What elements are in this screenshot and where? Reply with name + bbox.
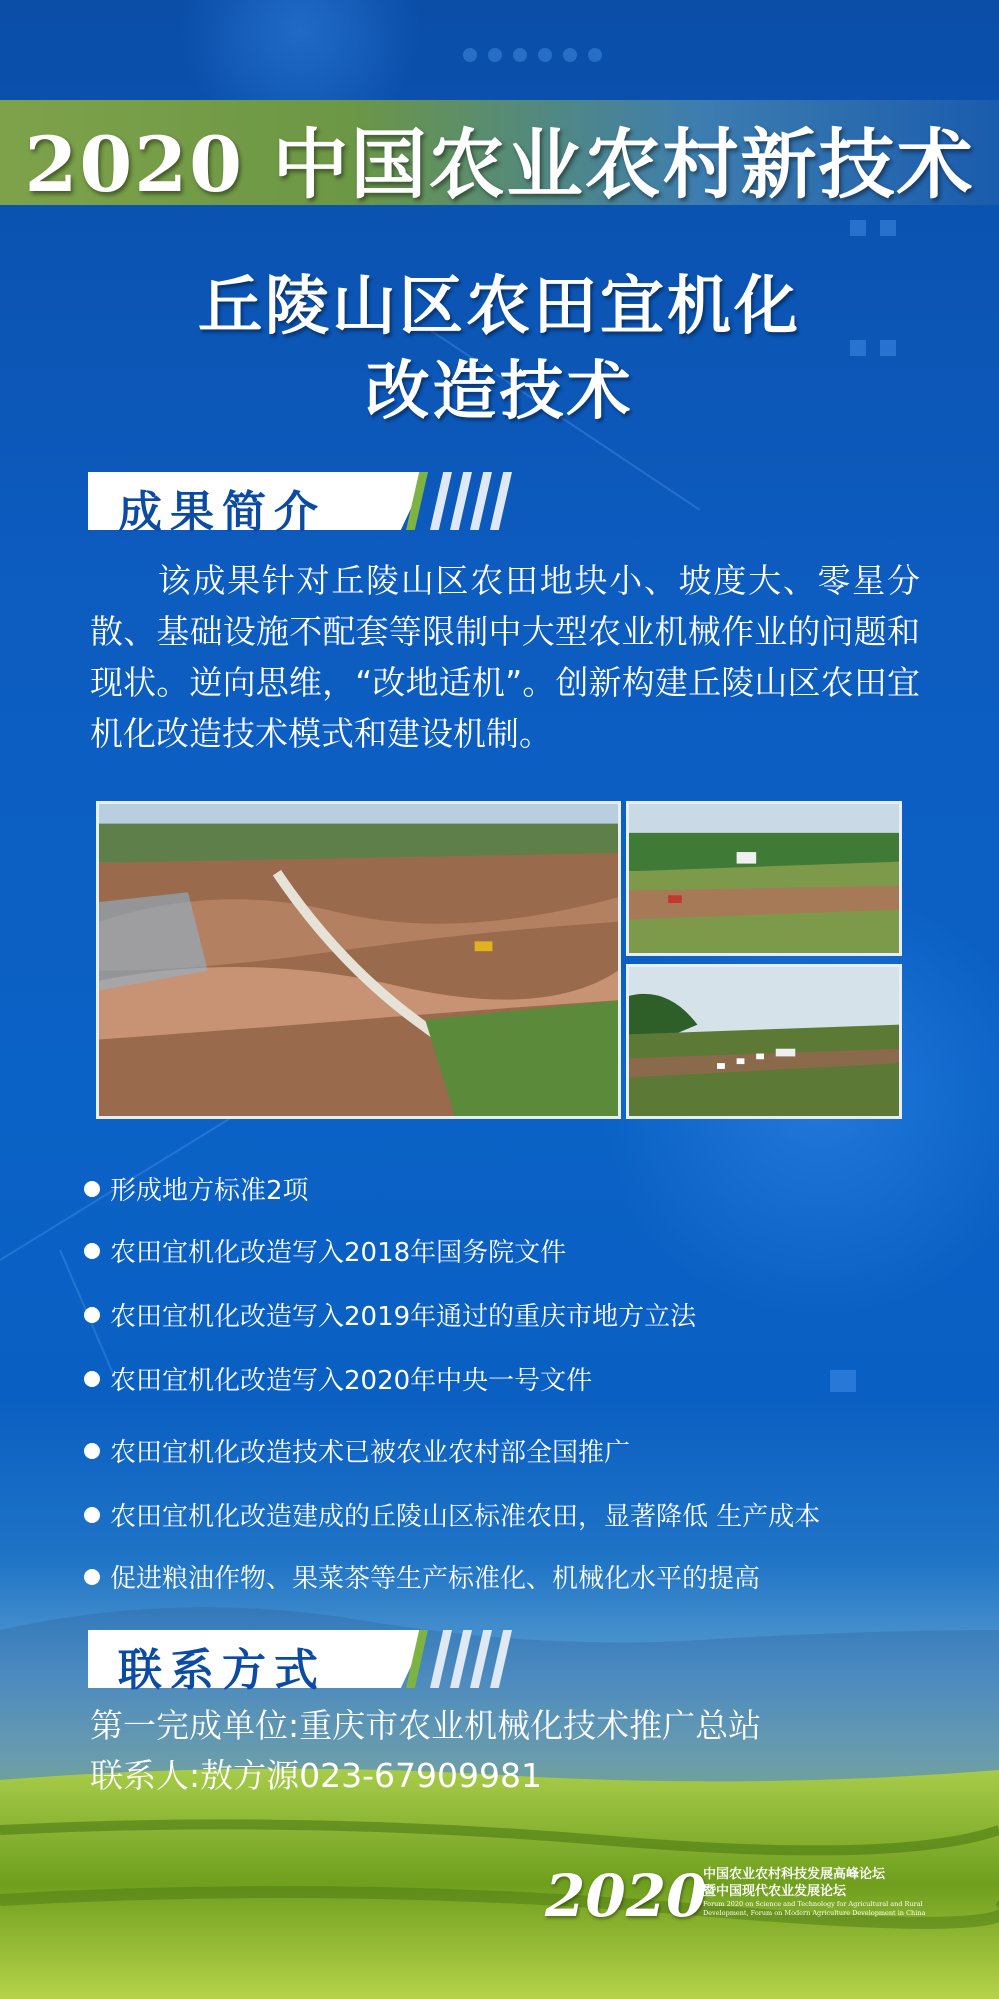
sub-title-line1: 丘陵山区农田宜机化 bbox=[198, 269, 801, 344]
list-item: 促进粮油作物、果菜茶等生产标准化、机械化水平的提高 bbox=[84, 1558, 760, 1595]
section-heading-intro bbox=[88, 472, 518, 538]
list-item: 农田宜机化改造建成的丘陵山区标准农田，显著降低 生产成本 bbox=[84, 1496, 820, 1533]
list-item: 农田宜机化改造写入2018年国务院文件 bbox=[84, 1232, 566, 1269]
stripe-decoration bbox=[470, 1630, 492, 1688]
bullet-icon bbox=[84, 1181, 100, 1197]
stripe-decoration bbox=[450, 1630, 472, 1688]
list-item: 农田宜机化改造写入2019年通过的重庆市地方立法 bbox=[84, 1296, 696, 1333]
footer-year: 2020 bbox=[545, 1862, 707, 1930]
bullet-icon bbox=[84, 1307, 100, 1323]
bullet-icon bbox=[84, 1507, 100, 1523]
section-heading-label: 成果简介 bbox=[118, 487, 326, 538]
sub-title-line2: 改造技术 bbox=[365, 354, 634, 429]
stripe-decoration bbox=[430, 1630, 452, 1688]
footer-cn-line2: 暨中国现代农业发展论坛 bbox=[703, 1884, 847, 1899]
list-item: 农田宜机化改造技术已被农业农村部全国推广 bbox=[84, 1432, 630, 1469]
contact-unit: 第一完成单位:重庆市农业机械化技术推广总站 bbox=[90, 1706, 762, 1745]
bullet-icon bbox=[84, 1243, 100, 1259]
section-heading-contact bbox=[88, 1630, 518, 1696]
bullet-icon bbox=[84, 1443, 100, 1459]
stripe-decoration bbox=[430, 472, 452, 530]
stripe-decoration bbox=[490, 1630, 512, 1688]
photo-field-with-vehicles bbox=[626, 964, 902, 1119]
footer-forum-name bbox=[703, 1866, 973, 1918]
footer-en-line1: Forum 2020 on Science and Technology for Agricultural and Rural bbox=[703, 1900, 923, 1908]
contact-person: 联系人:敖方源023-67909981 bbox=[90, 1756, 542, 1795]
bullet-icon bbox=[84, 1371, 100, 1387]
stripe-decoration bbox=[490, 472, 512, 530]
stripe-decoration bbox=[470, 472, 492, 530]
main-title: 2020 中国农业农村新技术 bbox=[24, 120, 975, 209]
photo-field-with-excavator bbox=[626, 801, 902, 956]
footer-cn-line1: 中国农业农村科技发展高峰论坛 bbox=[703, 1867, 886, 1882]
footer-en-line2: Development, Forum on Modern Agriculture Development in China bbox=[703, 1909, 926, 1917]
section-heading-label: 联系方式 bbox=[118, 1645, 326, 1696]
intro-paragraph bbox=[90, 555, 920, 759]
bullet-icon bbox=[84, 1569, 100, 1585]
list-item: 形成地方标准2项 bbox=[84, 1170, 309, 1207]
list-item: 农田宜机化改造写入2020年中央一号文件 bbox=[84, 1360, 592, 1397]
photo-terraced-fields-aerial bbox=[96, 801, 621, 1119]
stripe-decoration bbox=[450, 472, 472, 530]
intro-text: 该成果针对丘陵山区农田地块小、坡度大、零星分散、基础设施不配套等限制中大型农业机械作业的问题和现状。逆向思维，“改地适机”。创新构建丘陵山区农田宜机化改造技术模式和建设机制。 bbox=[90, 561, 920, 753]
